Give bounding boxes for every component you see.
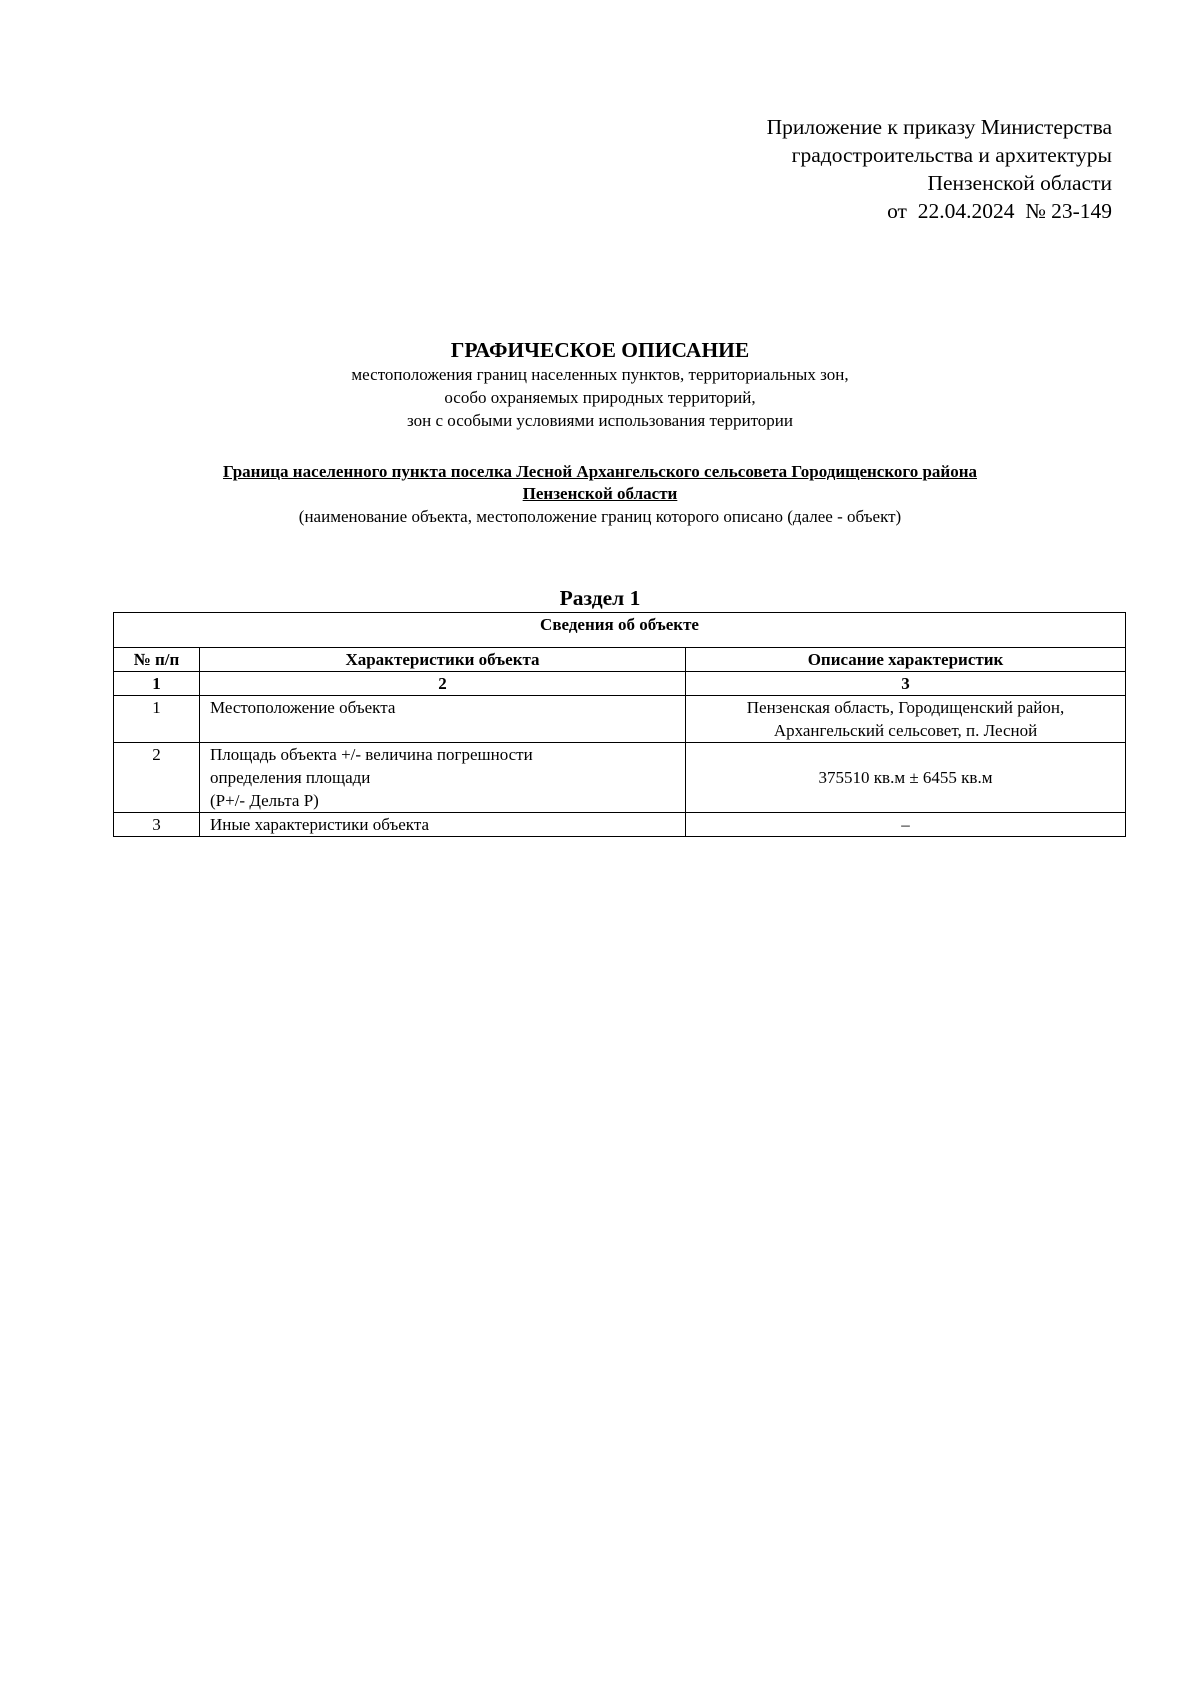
appendix-line-1: Приложение к приказу Министерства xyxy=(766,115,1112,139)
characteristic-line: Площадь объекта +/- величина погрешности xyxy=(210,745,533,764)
document-subtitle xyxy=(0,363,1200,432)
table-row xyxy=(114,696,1126,743)
row-description xyxy=(686,696,1126,743)
order-number: 23-149 xyxy=(1051,199,1112,223)
table-row xyxy=(114,743,1126,813)
characteristic-line: определения площади xyxy=(210,768,371,787)
row-description xyxy=(686,743,1126,813)
appendix-line-3: Пензенской области xyxy=(927,171,1112,195)
object-caption: (наименование объекта, местоположение границ которого описано (далее - объект) xyxy=(298,507,902,526)
section-title: Раздел 1 xyxy=(559,586,641,610)
characteristic-line: (P+/- Дельта P) xyxy=(210,791,319,810)
header-characteristic: Характеристики объекта xyxy=(200,648,686,672)
row-characteristic xyxy=(200,813,686,837)
column-number-2: 2 xyxy=(200,672,686,696)
object-name xyxy=(0,461,1200,505)
table-row xyxy=(114,813,1126,837)
header-description: Описание характеристик xyxy=(686,648,1126,672)
row-number: 1 xyxy=(114,696,200,743)
title-block xyxy=(0,337,1200,432)
header-number: № п/п xyxy=(114,648,200,672)
row-number: 3 xyxy=(114,813,200,837)
row-characteristic xyxy=(200,696,686,743)
description-line: – xyxy=(901,815,910,834)
subtitle-line-1: местоположения границ населенных пунктов, территориальных зон, xyxy=(351,365,849,384)
table-header-row xyxy=(114,648,1126,672)
row-description xyxy=(686,813,1126,837)
object-name-line-2: Пензенской области xyxy=(522,484,678,503)
number-prefix: № xyxy=(1025,199,1046,223)
subtitle-line-2: особо охраняемых природных территорий, xyxy=(444,388,756,407)
row-number: 2 xyxy=(114,743,200,813)
column-number-1: 1 xyxy=(114,672,200,696)
object-info-table xyxy=(113,612,1126,837)
object-name-line-1: Граница населенного пункта поселка Лесной Архангельского сельсовета Городищенского района xyxy=(222,462,978,481)
appendix-header xyxy=(767,113,1112,225)
date-prefix: от xyxy=(887,199,907,223)
column-number-row xyxy=(114,672,1126,696)
object-block xyxy=(0,461,1200,528)
description-line: Архангельский сельсовет, п. Лесной xyxy=(773,721,1038,740)
characteristic-line: Местоположение объекта xyxy=(210,698,396,717)
table-caption: Сведения об объекте xyxy=(114,613,1126,648)
order-date: 22.04.2024 xyxy=(917,199,1015,223)
description-line: Пензенская область, Городищенский район, xyxy=(746,698,1065,717)
document-title: ГРАФИЧЕСКОЕ ОПИСАНИЕ xyxy=(450,338,750,362)
column-number-3: 3 xyxy=(686,672,1126,696)
appendix-line-2: градостроительства и архитектуры xyxy=(791,143,1112,167)
table-caption-row xyxy=(114,613,1126,648)
characteristic-line: Иные характеристики объекта xyxy=(210,815,430,834)
row-characteristic xyxy=(200,743,686,813)
description-line: 375510 кв.м ± 6455 кв.м xyxy=(818,768,993,787)
subtitle-line-3: зон с особыми условиями использования территории xyxy=(407,411,793,430)
order-date-line xyxy=(767,197,1112,225)
